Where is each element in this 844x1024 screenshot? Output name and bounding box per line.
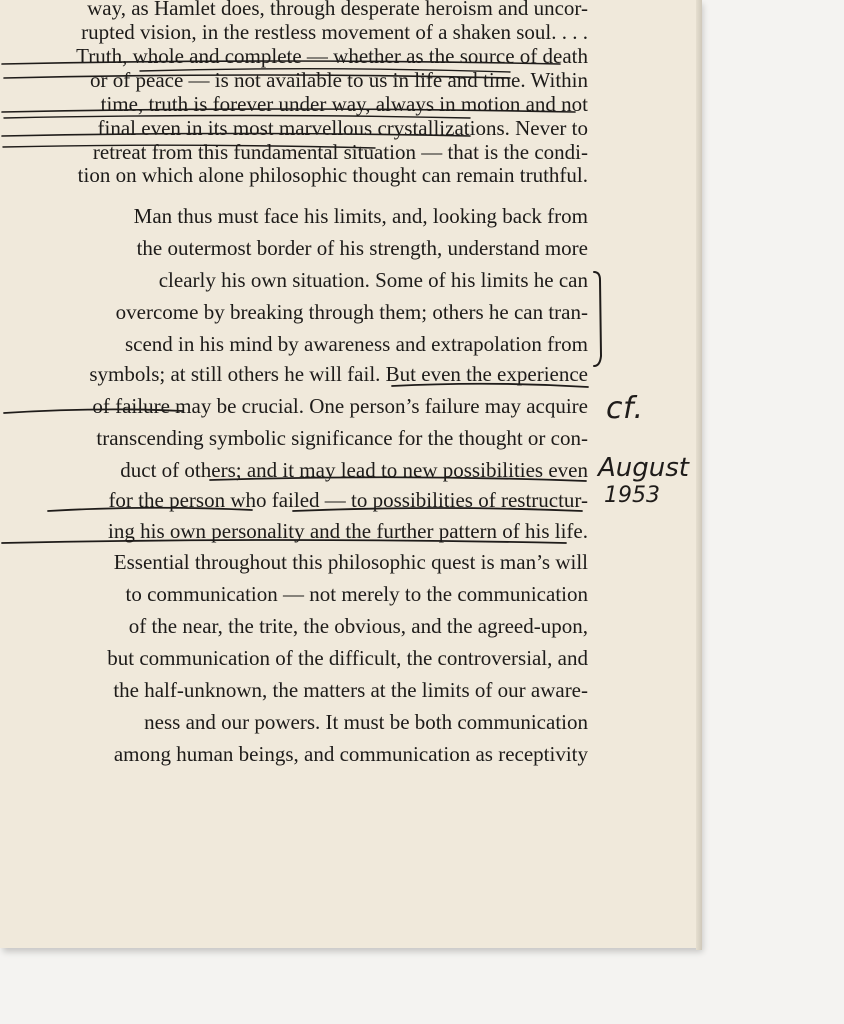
text-line: overcome by breaking through them; others he can tran- [115, 300, 588, 324]
text-line: of the near, the trite, the obvious, and the agreed-upon, [128, 614, 588, 638]
text-line: Man thus must face his limits, and, looking back from [133, 204, 588, 228]
text-line: transcending symbolic significance for the thought or con- [96, 426, 588, 450]
text-line: clearly his own situation. Some of his limits he can [158, 268, 588, 292]
text-line: rupted vision, in the restless movement of a shaken soul. . . . [81, 20, 588, 44]
margin-note-month: August [598, 453, 689, 483]
page-edge [696, 0, 702, 950]
text-line: the half-unknown, the matters at the limits of our aware- [113, 678, 588, 702]
text-line: final even in its most marvellous crystallizations. Never to [97, 116, 588, 140]
text-line: duct of others; and it may lead to new possibilities even [120, 458, 588, 482]
text-line: symbols; at still others he will fail. But even the experience [89, 362, 588, 386]
text-line: retreat from this fundamental situation — that is the condi- [92, 140, 588, 164]
margin-note-year: 1953 [604, 483, 660, 508]
text-line: way, as Hamlet does, through desperate heroism and uncor- [87, 0, 588, 20]
text-line: scend in his mind by awareness and extrapolation from [124, 332, 588, 356]
text-line: ness and our powers. It must be both communication [144, 710, 588, 734]
text-line: the outermost border of his strength, understand more [136, 236, 588, 260]
text-line: for the person who failed — to possibilities of restructur- [108, 488, 588, 512]
text-line: Truth, whole and complete — whether as the source of death [76, 44, 588, 68]
text-line: among human beings, and communication as receptivity [113, 742, 588, 766]
text-line: time, truth is forever under way, always in motion and not [100, 92, 588, 116]
text-line: or of peace — is not available to us in life and time. Within [90, 68, 588, 92]
text-line: Essential throughout this philosophic quest is man’s will [113, 550, 588, 574]
text-line: but communication of the difficult, the controversial, and [107, 646, 588, 670]
margin-note-cf: cf. [606, 391, 644, 426]
text-line: ing his own personality and the further pattern of his life. [108, 519, 588, 543]
text-line: of failure may be crucial. One person’s failure may acquire [92, 394, 588, 418]
text-line: tion on which alone philosophic thought can remain truthful. [77, 163, 588, 187]
text-line: to communication — not merely to the communication [125, 582, 588, 606]
